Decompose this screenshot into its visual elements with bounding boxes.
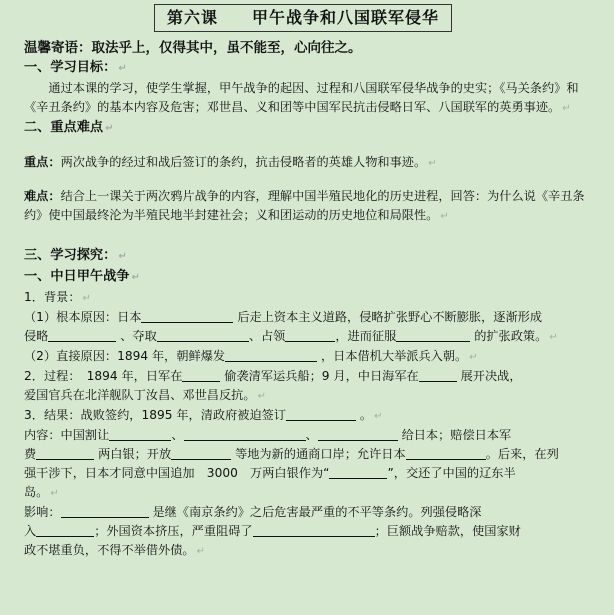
fill-blank[interactable] [184, 427, 306, 441]
process-line-1: 2．过程： 1894 年，日军在 偷袭清军运兵船；9 月，中日海军在 展开决战， [24, 369, 522, 383]
direct-cause-line: （2）直接原因：1894 年，朝鲜爆发 ，日本借机大举派兵入朝。 ↵ [24, 349, 478, 363]
section-key-heading: 二、重点难点 ↵ [24, 120, 114, 135]
content-line-4: 岛。 ↵ [24, 485, 59, 499]
paragraph-mark-icon: ↵ [105, 123, 114, 134]
paragraph-mark-icon: ↵ [118, 251, 127, 262]
impact-line-2: 入 ；外国资本挤压，严重阻碍了 ；巨额战争赔款，使国家财 [24, 524, 521, 538]
paragraph-mark-icon: ↵ [562, 103, 571, 114]
paragraph-mark-icon: ↵ [196, 546, 206, 557]
fill-blank[interactable] [36, 523, 94, 537]
fill-blank[interactable] [141, 309, 233, 323]
subsection-sino-japanese-war: 一、中日甲午战争 ↵ [24, 269, 140, 284]
fill-blank[interactable] [419, 368, 457, 382]
fill-blank[interactable] [318, 427, 398, 441]
paragraph-mark-icon: ↵ [82, 293, 91, 304]
fill-blank[interactable] [406, 446, 486, 460]
fill-blank[interactable] [157, 328, 249, 342]
root-cause-line-2: 侵略 、夺取 、占领 ，进而征服 的扩张政策。 ↵ [24, 329, 558, 343]
impact-line-3: 政不堪重负，不得不举借外债。 ↵ [24, 543, 206, 557]
content-line-1: 内容：中国割让 、 、 给日本；赔偿日本军 [24, 428, 512, 442]
difficult-point: 难点：结合上一课关于两次鸦片战争的内容，理解中国半殖民地化的历史进程，回答：为什么说《辛丑条约》使中国最终沦为半殖民地半封建社会；义和团运动的历史地位和局限性。 ↵ [24, 189, 585, 222]
paragraph-mark-icon: ↵ [428, 158, 437, 169]
result-line: 3．结果：战败签约，1895 年，清政府被迫签订 。 ↵ [24, 408, 383, 422]
fill-blank[interactable] [396, 328, 470, 342]
impact-line-1: 影响： 是继《南京条约》之后危害最严重的不平等条约。列强侵略深 [24, 505, 482, 519]
fill-blank[interactable] [61, 504, 149, 518]
fill-blank[interactable] [171, 446, 231, 460]
fill-blank[interactable] [253, 523, 375, 537]
motto: 温馨寄语：取法乎上，仅得其中，虽不能至，心向往之。 [24, 40, 362, 56]
content-line-3: 强干涉下，日本才同意中国追加 3000 万两白银作为“ ”，交还了中国的辽东半 [24, 466, 516, 480]
paragraph-mark-icon: ↵ [469, 352, 478, 363]
paragraph-mark-icon: ↵ [374, 411, 383, 422]
fill-blank[interactable] [182, 368, 220, 382]
document-body [24, 38, 602, 561]
content-line-2: 费 两白银；开放 等地为新的通商口岸；允许日本 。后来，在列 [24, 447, 559, 461]
root-cause-line-1: （1）根本原因：日本 后走上资本主义道路，侵略扩张野心不断膨胀，逐渐形成 [24, 310, 543, 324]
process-line-2: 爱国官兵在北洋舰队丁汝昌、邓世昌反抗。 ↵ [24, 388, 266, 402]
fill-blank[interactable] [329, 465, 387, 479]
paragraph-mark-icon: ↵ [440, 211, 449, 222]
fill-blank[interactable] [36, 446, 94, 460]
fill-blank[interactable] [286, 407, 356, 421]
goals-text: 通过本课的学习，使学生掌握，甲午战争的起因、过程和八国联军侵华战争的史实；《马关条约》和《辛丑条约》的基本内容及危害；邓世昌、义和团等中国军民抗击侵略日军、八国联军的英勇事迹。 ↵ [24, 81, 579, 114]
paragraph-mark-icon: ↵ [257, 391, 266, 402]
background-label: 1．背景： ↵ [24, 290, 91, 304]
section-explore-heading: 三、学习探究： ↵ [24, 248, 127, 263]
fill-blank[interactable] [109, 427, 171, 441]
fill-blank[interactable] [285, 328, 335, 342]
paragraph-mark-icon: ↵ [549, 332, 558, 343]
lesson-title: 第六课 甲午战争和八国联军侵华 [154, 4, 452, 32]
section-goals-heading: 一、学习目标： ↵ [24, 60, 127, 75]
paragraph-mark-icon: ↵ [50, 488, 59, 499]
fill-blank[interactable] [225, 348, 317, 362]
fill-blank[interactable] [48, 328, 116, 342]
key-point: 重点：两次战争的经过和战后签订的条约，抗击侵略者的英雄人物和事迹。 ↵ [24, 155, 437, 169]
paragraph-mark-icon: ↵ [118, 63, 127, 74]
paragraph-mark-icon: ↵ [131, 272, 140, 283]
